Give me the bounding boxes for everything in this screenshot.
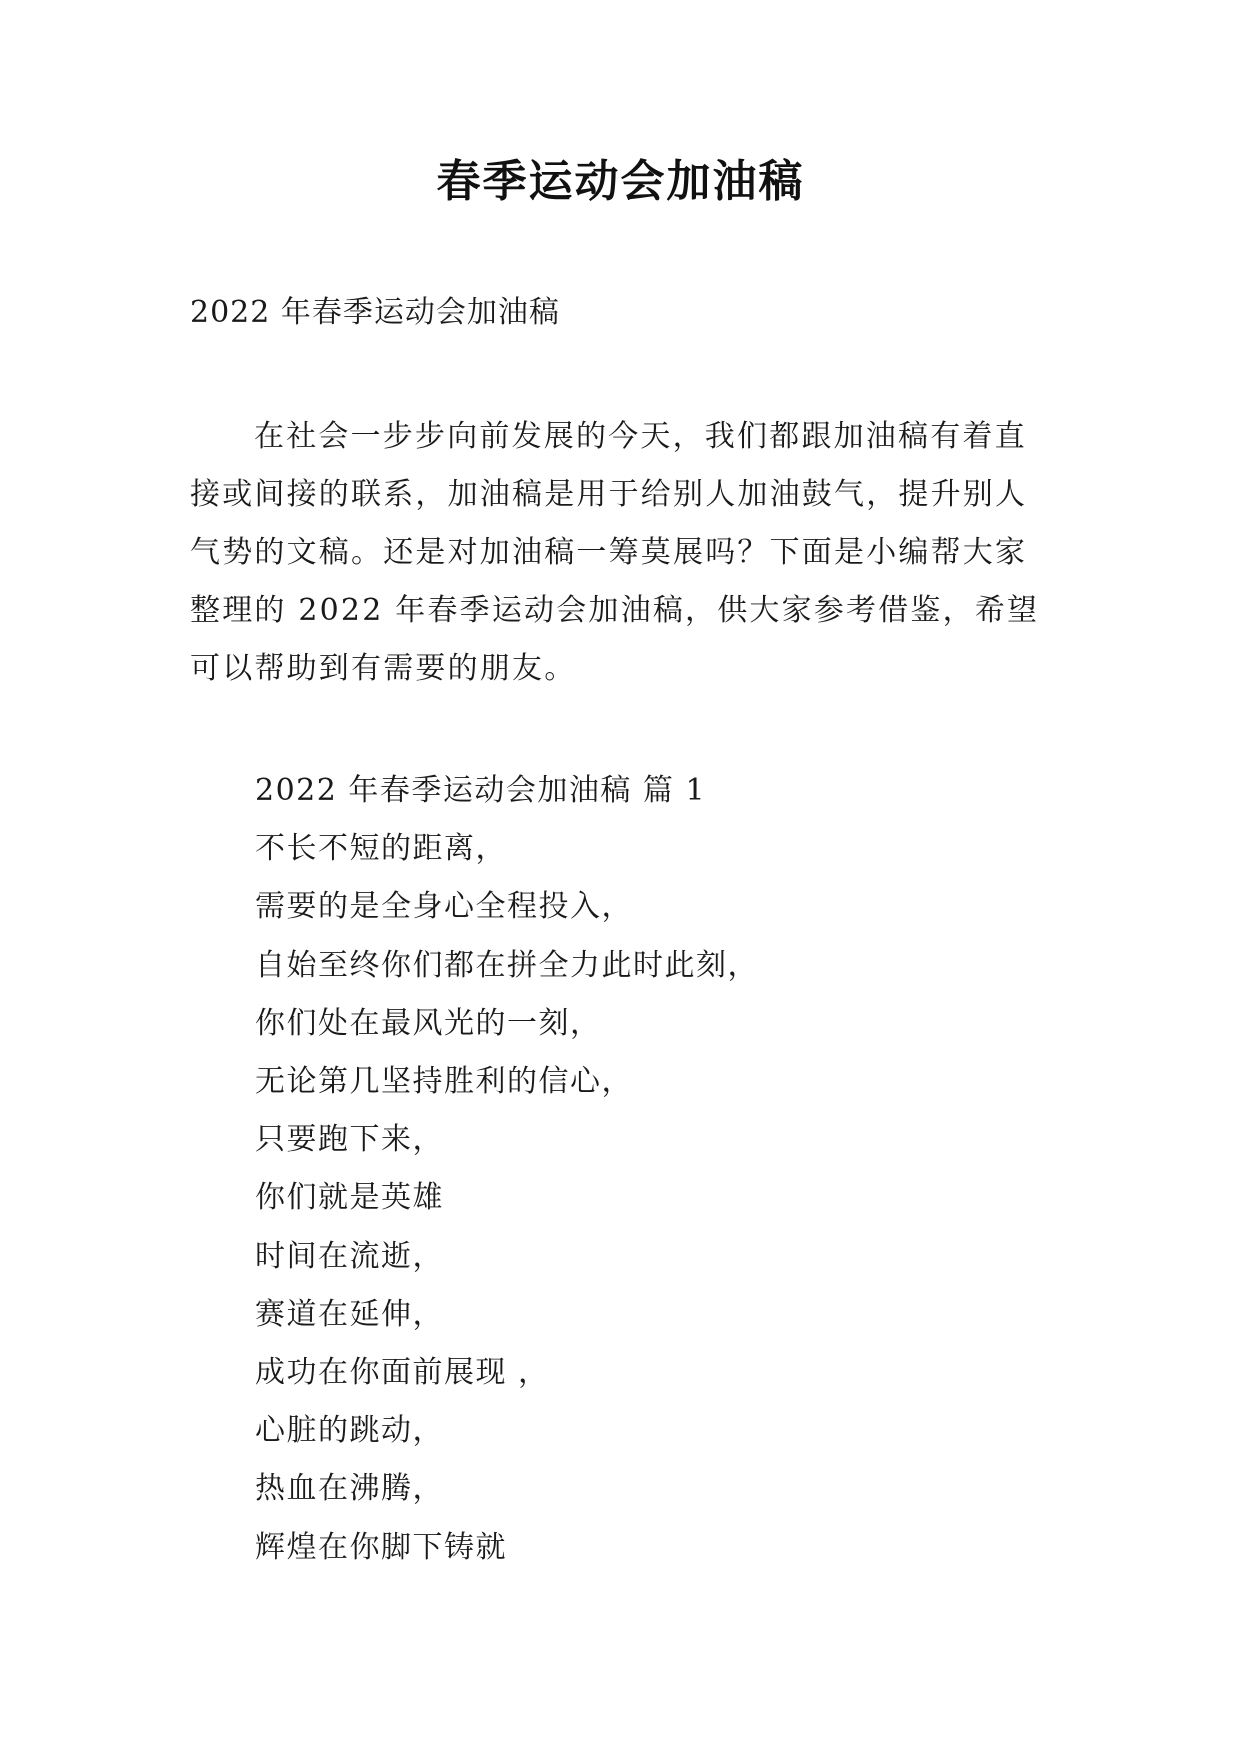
poem-line: 自始至终你们都在拼全力此时此刻， [255,947,759,983]
poem-line: 你们就是英雄 [255,1180,444,1216]
poem-line: 心脏的跳动， [255,1413,444,1449]
intro-line: 气势的文稿。还是对加油稿一筹莫展吗？下面是小编帮大家 [190,535,1028,570]
section-heading: 2022 年春季运动会加油稿 篇 1 [255,773,707,808]
poem-line: 时间在流逝， [255,1238,444,1274]
document-title: 春季运动会加油稿 [436,156,805,207]
poem-line: 辉煌在你脚下铸就 [255,1529,507,1565]
intro-line: 整理的 2022 年春季运动会加油稿，供大家参考借鉴，希望 [190,593,1040,628]
intro-line: 接或间接的联系，加油稿是用于给别人加油鼓气，提升别人 [190,477,1028,512]
poem-line: 无论第几坚持胜利的信心， [255,1064,633,1100]
poem-line: 成功在你面前展现 ， [255,1355,550,1391]
poem-line: 只要跑下来， [255,1122,444,1158]
poem-line: 赛道在延伸， [255,1296,444,1332]
intro-line: 可以帮助到有需要的朋友。 [190,651,577,686]
intro-line: 在社会一步步向前发展的今天，我们都跟加油稿有着直 [254,419,1027,454]
intro-paragraph [190,408,1050,698]
poem-line: 热血在沸腾， [255,1471,444,1507]
poem-line: 不长不短的距离， [255,831,507,867]
poem-line: 你们处在最风光的一刻， [255,1005,602,1041]
document-subtitle: 2022 年春季运动会加油稿 [190,295,560,330]
poem-section [255,762,759,1577]
poem-line: 需要的是全身心全程投入， [255,889,633,925]
